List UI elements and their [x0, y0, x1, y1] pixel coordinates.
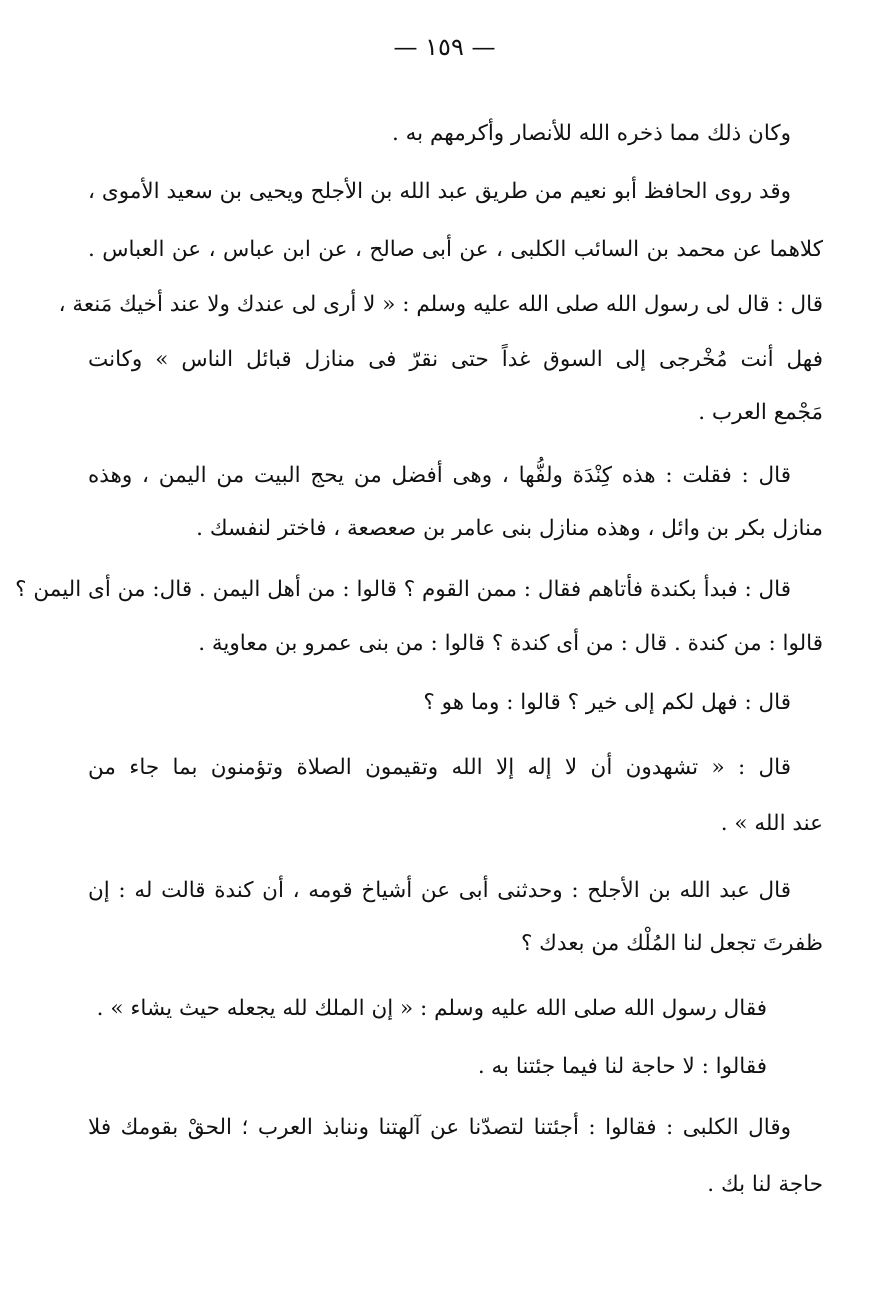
text-line-1: وكان ذلك مما ذخره الله للأنصار وأكرمهم به . — [391, 121, 791, 146]
text-line-11: قال : فهل لكم إلى خير ؟ قالوا : وما هو ؟ — [423, 690, 791, 715]
text-line-6: مَجْمع العرب . — [698, 400, 823, 425]
text-line-13: عند الله » . — [720, 811, 823, 836]
text-line-18: وقال الكلبى : فقالوا : أجئتنا لتصدّنا عن آلهتنا وننابذ العرب ؛ الحقْ بقومك فلا — [88, 1115, 791, 1140]
text-line-9: قال : فبدأ بكندة فأتاهم فقال : ممن القوم ؟ قالوا : من أهل اليمن . قال: من أى اليمن ؟ — [15, 577, 791, 602]
text-line-10: قالوا : من كندة . قال : من أى كندة ؟ قالوا : من بنى عمرو بن معاوية . — [198, 631, 823, 656]
page-number: — ١٥٩ — — [393, 33, 496, 61]
text-line-7: قال : فقلت : هذه كِنْدَة ولفُّها ، وهى أفضل من يحج البيت من اليمن ، وهذه — [88, 463, 791, 488]
text-line-12: قال : « تشهدون أن لا إله إلا الله وتقيمون الصلاة وتؤمنون بما جاء من — [88, 755, 791, 780]
text-line-15: ظفرتَ تجعل لنا المُلْك من بعدك ؟ — [520, 931, 823, 956]
text-line-3: كلاهما عن محمد بن السائب الكلبى ، عن أبى صالح ، عن ابن عباس ، عن العباس . — [88, 237, 823, 262]
text-line-2: وقد روى الحافظ أبو نعيم من طريق عبد الله بن الأجلح ويحيى بن سعيد الأموى ، — [88, 179, 791, 204]
text-line-5: فهل أنت مُخْرجى إلى السوق غداً حتى نقرّ فى منازل قبائل الناس » وكانت — [88, 347, 823, 372]
text-line-19: حاجة لنا بك . — [707, 1172, 823, 1197]
text-line-4: قال : قال لى رسول الله صلى الله عليه وسلم : « لا أرى لى عندك ولا عند أخيك مَنعة ، — [58, 292, 823, 317]
text-line-16: فقال رسول الله صلى الله عليه وسلم : « إن الملك لله يجعله حيث يشاء » . — [96, 996, 767, 1021]
text-line-14: قال عبد الله بن الأجلح : وحدثنى أبى عن أشياخ قومه ، أن كندة قالت له : إن — [88, 878, 791, 903]
text-line-17: فقالوا : لا حاجة لنا فيما جئتنا به . — [477, 1054, 767, 1079]
text-line-8: منازل بكر بن وائل ، وهذه منازل بنى عامر بن صعصعة ، فاختر لنفسك . — [196, 516, 823, 541]
